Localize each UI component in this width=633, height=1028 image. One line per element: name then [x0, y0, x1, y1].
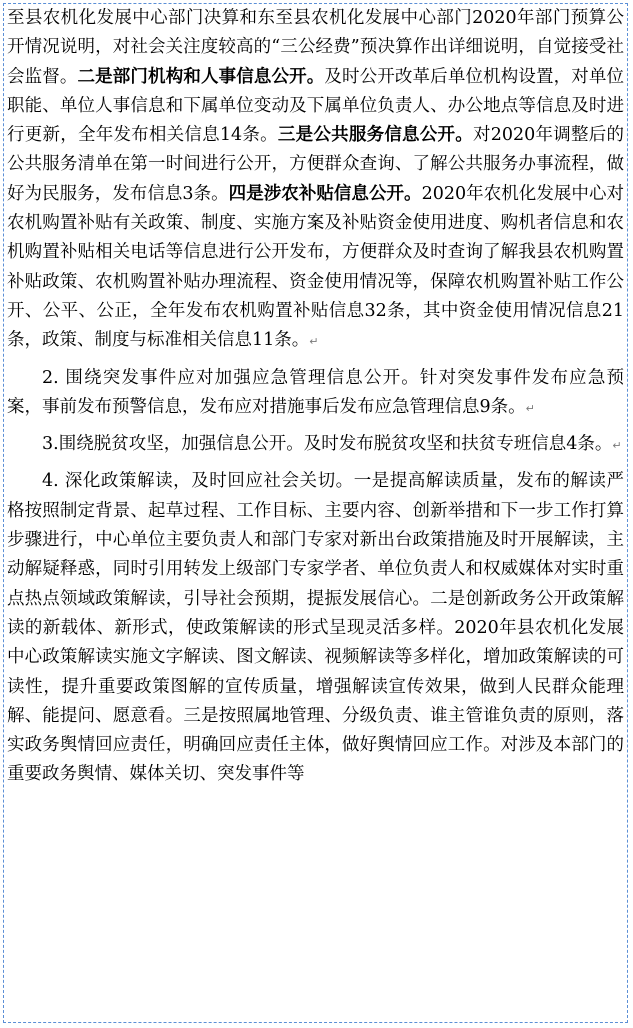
- document-body: [7, 4, 624, 790]
- paragraph-poverty-text: 3.围绕脱贫攻坚，加强信息公开。及时发布脱贫攻坚和扶贫专班信息4条。: [42, 434, 613, 455]
- paragraph-lead-text: 至县农机化发展中心部门决算和东至县农机化发展中心部门2020年部门预算公开情况说明，对社会关注度较高的“三公经费”预决算作出详细说明，自觉接受社会监督。: [7, 8, 624, 87]
- paragraph-mark-icon: ↵: [309, 335, 319, 349]
- section-heading-subsidy: 四是涉农补贴信息公开。: [228, 183, 422, 204]
- section-text-personnel: 及时公开改革后单位机构设置，对单位职能、单位人事信息和下属单位变动及下属单位负责人、办公地点等信息及时进行更新，全年发布相关信息14条。: [7, 66, 625, 146]
- paragraph-mark-icon: ↵: [525, 401, 535, 415]
- section-heading-personnel: 二是部门机构和人事信息公开。: [77, 66, 325, 87]
- section-text-public-service: 对2020年调整后的公共服务清单在第一时间进行公开，方便群众查询、了解公共服务办事流程，做好为民服务，发布信息3条。: [7, 125, 624, 204]
- paragraph-emergency-text: 2. 围绕突发事件应对加强应急管理信息公开。针对突发事件发布应急预案，事前发布预警信息，发布应对措施事后发布应急管理信息9条。: [7, 367, 624, 417]
- section-heading-public-service: 三是公共服务信息公开。: [277, 125, 474, 146]
- paragraph-poverty: [7, 430, 624, 460]
- paragraph-policy-interpretation: [7, 467, 624, 789]
- paragraph-info-disclosure: [7, 4, 624, 357]
- paragraph-mark-icon: ↵: [612, 439, 622, 453]
- paragraph-policy-text: 4. 深化政策解读，及时回应社会关切。一是提高解读质量，发布的解读严格按照制定背景、起草过程、工作目标、主要内容、创新举措和下一步工作打算步骤进行，中心单位主要负责人和部门专家对新出台政策措施及时开展解读，主动解疑释惑，同时引用转发上级部门专家学者、单位负责人和权威媒体对实时重点热点领域政策解读，引导社会预期，提振发展信心。二是创新政务公开政策解读的新载体、新形式，使政策解读的形式呈现灵活多样。2020年县农机化发展中心政策解读实施文字解读、图文解读、视频解读等多样化，增加政策解读的可读性，提升重要政策图解的宣传质量，增强解读宣传效果，做到人民群众能理解、能提问、愿意看。三是按照属地管理、分级负责、谁主管谁负责的原则，落实政务舆情回应责任，明确回应责任主体，做好舆情回应工作。对涉及本部门的重要政务舆情、媒体关切、突发事件等: [7, 471, 624, 785]
- section-text-subsidy: 2020年农机化发展中心对农机购置补贴有关政策、制度、实施方案及补贴资金使用进度、购机者信息和农机购置补贴相关电话等信息进行公开发布，方便群众及时查询了解我县农机购置补贴政策、农机购置补贴办理流程、资金使用情况等，保障农机购置补贴工作公开、公平、公正，全年发布农机购置补贴信息32条，其中资金使用情况信息21条，政策、制度与标准相关信息11条。: [7, 183, 624, 351]
- paragraph-emergency: [7, 364, 624, 424]
